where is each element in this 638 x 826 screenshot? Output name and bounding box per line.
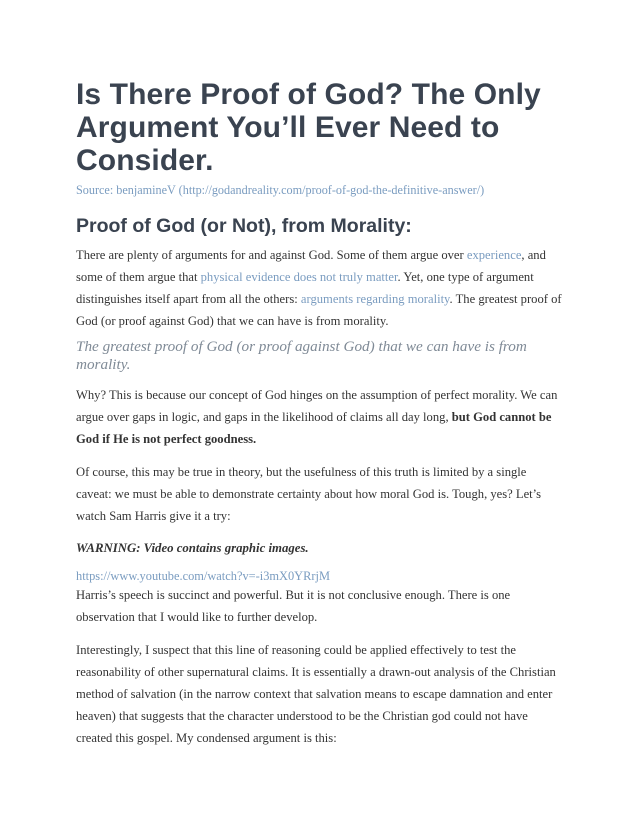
bold-statement: but God cannot be God if He is not perfect goodness.	[76, 410, 552, 446]
link-arguments-morality[interactable]: arguments regarding morality	[300, 292, 450, 306]
page-title: Is There Proof of God? The Only Argument You’ll Ever Need to Consider.	[76, 78, 541, 177]
paragraph-text: . The greatest proof of God (or proof against God) that we can have is from morality.	[76, 292, 562, 328]
paragraph-text: . Yet, one type of argument distinguishes itself apart from all the others:	[76, 270, 534, 306]
section-heading: Proof of God (or Not), from Morality:	[76, 215, 412, 237]
document-page	[76, 78, 564, 749]
pull-quote: The greatest proof of God (or proof against God) that we can have is from morality.	[76, 338, 527, 373]
paragraph-text: Why? This is because our concept of God hinges on the assumption of perfect morality. We can argue over gaps in logic, and gaps in the likelihood of claims all day long,	[76, 388, 558, 424]
paragraph-caveat: Of course, this may be true in theory, but the usefulness of this truth is limited by a single caveat: we must be able to demonstrate certainty about how moral God is. Tough, yes? Let’s watch Sam Harris give it a try:	[76, 465, 542, 523]
source-line[interactable]: Source: benjamineV (http://godandreality.com/proof-of-god-the-definitive-answer/)	[76, 183, 485, 197]
video-warning: WARNING: Video contains graphic images.	[76, 541, 309, 555]
paragraph-interestingly: Interestingly, I suspect that this line of reasoning could be applied effectively to test the reasonability of other supernatural claims. It is essentially a drawn-out analysis of the Christian method of salvation (in the narrow context that salvation means to escape damnation and enter heaven) that suggests that the character understood to be the Christian god could not have created this gospel. My condensed argument is this:	[76, 643, 556, 745]
link-experience[interactable]: experience	[466, 248, 522, 262]
paragraph-text: There are plenty of arguments for and against God. Some of them argue over	[76, 248, 467, 262]
link-physical-evidence[interactable]: physical evidence does not truly matter	[200, 270, 398, 284]
paragraph-harris: Harris’s speech is succinct and powerful. But it is not conclusive enough. There is one observation that I would like to further develop.	[76, 588, 511, 624]
paragraph-intro	[76, 244, 564, 332]
video-link[interactable]: https://www.youtube.com/watch?v=-i3mX0YRrjM	[76, 569, 330, 583]
paragraph-why	[76, 384, 564, 450]
paragraph-text: , and some of them argue that	[76, 248, 546, 284]
